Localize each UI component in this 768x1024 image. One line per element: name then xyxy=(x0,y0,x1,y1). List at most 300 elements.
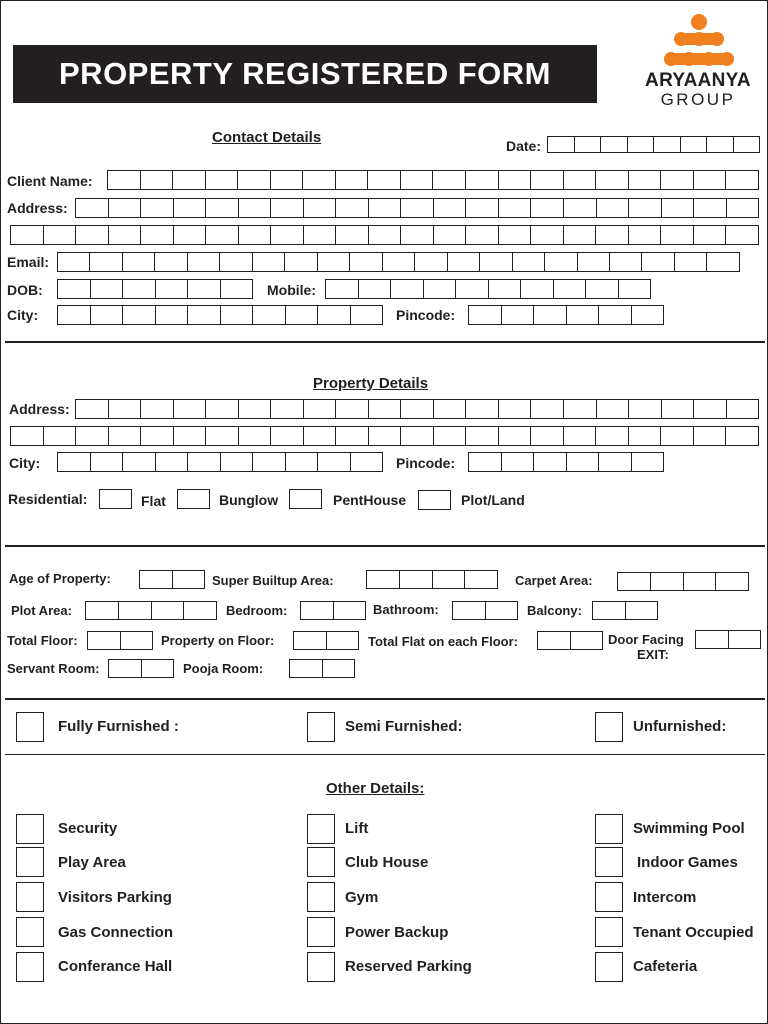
gas-connection-checkbox[interactable] xyxy=(16,917,44,947)
input-cell[interactable] xyxy=(531,171,564,189)
input-cell[interactable] xyxy=(564,226,597,244)
input-cell[interactable] xyxy=(642,253,674,271)
input-cell[interactable] xyxy=(716,573,748,590)
input-cell[interactable] xyxy=(499,199,532,217)
tenant-occupied-checkbox[interactable] xyxy=(595,917,623,947)
input-cell[interactable] xyxy=(456,280,489,298)
input-cell[interactable] xyxy=(253,306,286,324)
input-cell[interactable] xyxy=(401,226,434,244)
input-cell[interactable] xyxy=(90,253,122,271)
mobile-field[interactable] xyxy=(325,279,651,299)
input-cell[interactable] xyxy=(285,253,317,271)
input-cell[interactable] xyxy=(434,427,467,445)
input-cell[interactable] xyxy=(290,660,323,677)
club-house-checkbox[interactable] xyxy=(307,847,335,877)
input-cell[interactable] xyxy=(123,453,156,471)
input-cell[interactable] xyxy=(554,280,587,298)
input-cell[interactable] xyxy=(610,253,642,271)
property-address-line1[interactable] xyxy=(75,399,759,419)
bathroom-field[interactable] xyxy=(452,601,518,620)
input-cell[interactable] xyxy=(152,602,185,619)
input-cell[interactable] xyxy=(336,171,369,189)
property-on-floor-field[interactable] xyxy=(293,631,359,650)
input-cell[interactable] xyxy=(564,171,597,189)
input-cell[interactable] xyxy=(336,199,369,217)
balcony-label: Balcony: xyxy=(527,603,582,618)
input-cell[interactable] xyxy=(351,453,383,471)
address-label: Address: xyxy=(7,200,68,216)
gym-label: Gym xyxy=(345,889,379,906)
input-cell[interactable] xyxy=(453,602,486,619)
input-cell[interactable] xyxy=(76,226,109,244)
input-cell[interactable] xyxy=(383,253,415,271)
bedroom-label: Bedroom: xyxy=(226,603,288,618)
power-backup-label: Power Backup xyxy=(345,924,449,941)
input-cell[interactable] xyxy=(304,427,337,445)
input-cell[interactable] xyxy=(618,573,651,590)
conferance-hall-checkbox[interactable] xyxy=(16,952,44,982)
input-cell[interactable] xyxy=(434,199,467,217)
input-cell[interactable] xyxy=(531,400,564,418)
input-cell[interactable] xyxy=(632,453,664,471)
dob-field[interactable] xyxy=(57,279,253,299)
input-cell[interactable] xyxy=(424,280,457,298)
unfurnished-checkbox[interactable] xyxy=(595,712,623,742)
flat-checkbox[interactable] xyxy=(177,489,210,509)
input-cell[interactable] xyxy=(173,171,206,189)
input-cell[interactable] xyxy=(694,171,727,189)
servant-room-field[interactable] xyxy=(108,659,174,678)
input-cell[interactable] xyxy=(318,306,351,324)
input-cell[interactable] xyxy=(11,427,44,445)
input-cell[interactable] xyxy=(415,253,447,271)
input-cell[interactable] xyxy=(401,199,434,217)
input-cell[interactable] xyxy=(369,400,402,418)
input-cell[interactable] xyxy=(727,400,759,418)
input-cell[interactable] xyxy=(632,306,664,324)
residential-checkbox[interactable] xyxy=(99,489,132,509)
input-cell[interactable] xyxy=(707,253,738,271)
input-cell[interactable] xyxy=(350,253,382,271)
input-cell[interactable] xyxy=(155,253,187,271)
intercom-checkbox[interactable] xyxy=(595,882,623,912)
input-cell[interactable] xyxy=(271,199,304,217)
input-cell[interactable] xyxy=(567,306,600,324)
input-cell[interactable] xyxy=(174,226,207,244)
input-cell[interactable] xyxy=(661,171,694,189)
aryaanya-logo-icon xyxy=(661,11,737,75)
input-cell[interactable] xyxy=(271,226,304,244)
input-cell[interactable] xyxy=(140,571,173,588)
input-cell[interactable] xyxy=(109,199,142,217)
flat-label: Flat xyxy=(141,493,166,509)
input-cell[interactable] xyxy=(336,400,369,418)
input-cell[interactable] xyxy=(662,199,695,217)
input-cell[interactable] xyxy=(629,400,662,418)
input-cell[interactable] xyxy=(538,632,571,649)
email-label: Email: xyxy=(7,254,50,270)
input-cell[interactable] xyxy=(531,427,564,445)
input-cell[interactable] xyxy=(109,660,142,677)
input-cell[interactable] xyxy=(206,226,239,244)
input-cell[interactable] xyxy=(707,137,734,152)
penthouse-checkbox[interactable] xyxy=(418,490,451,510)
penthouse-label: PentHouse xyxy=(333,492,407,508)
input-cell[interactable] xyxy=(502,306,535,324)
input-cell[interactable] xyxy=(76,400,109,418)
input-cell[interactable] xyxy=(188,253,220,271)
input-cell[interactable] xyxy=(601,137,628,152)
input-cell[interactable] xyxy=(44,427,77,445)
input-cell[interactable] xyxy=(91,280,124,298)
input-cell[interactable] xyxy=(662,400,695,418)
reserved-parking-label: Reserved Parking xyxy=(345,958,472,975)
input-cell[interactable] xyxy=(466,199,499,217)
input-cell[interactable] xyxy=(76,199,109,217)
input-cell[interactable] xyxy=(401,427,434,445)
input-cell[interactable] xyxy=(304,400,337,418)
input-cell[interactable] xyxy=(521,280,554,298)
input-cell[interactable] xyxy=(489,280,522,298)
input-cell[interactable] xyxy=(466,171,499,189)
input-cell[interactable] xyxy=(238,171,271,189)
input-cell[interactable] xyxy=(58,253,90,271)
input-cell[interactable] xyxy=(466,400,499,418)
section-divider xyxy=(5,754,765,755)
input-cell[interactable] xyxy=(448,253,480,271)
input-cell[interactable] xyxy=(109,427,142,445)
input-cell[interactable] xyxy=(593,602,626,619)
input-cell[interactable] xyxy=(271,171,304,189)
input-cell[interactable] xyxy=(596,171,629,189)
input-cell[interactable] xyxy=(336,427,369,445)
gym-checkbox[interactable] xyxy=(307,882,335,912)
input-cell[interactable] xyxy=(206,427,239,445)
input-cell[interactable] xyxy=(629,171,662,189)
input-cell[interactable] xyxy=(696,631,729,648)
input-cell[interactable] xyxy=(596,226,629,244)
input-cell[interactable] xyxy=(188,280,221,298)
input-cell[interactable] xyxy=(188,453,221,471)
input-cell[interactable] xyxy=(76,427,109,445)
play-area-checkbox[interactable] xyxy=(16,847,44,877)
input-cell[interactable] xyxy=(304,226,337,244)
input-cell[interactable] xyxy=(400,571,433,588)
input-cell[interactable] xyxy=(726,427,758,445)
indoor-games-checkbox[interactable] xyxy=(595,847,623,877)
input-cell[interactable] xyxy=(174,400,207,418)
input-cell[interactable] xyxy=(597,199,630,217)
property-details-heading: Property Details xyxy=(313,375,429,392)
input-cell[interactable] xyxy=(599,453,632,471)
input-cell[interactable] xyxy=(726,226,758,244)
client-name-field[interactable] xyxy=(107,170,759,190)
input-cell[interactable] xyxy=(326,280,359,298)
input-cell[interactable] xyxy=(239,427,272,445)
input-cell[interactable] xyxy=(286,453,319,471)
input-cell[interactable] xyxy=(499,400,532,418)
lift-checkbox[interactable] xyxy=(307,814,335,844)
input-cell[interactable] xyxy=(334,602,366,619)
input-cell[interactable] xyxy=(486,602,518,619)
input-cell[interactable] xyxy=(58,280,91,298)
input-cell[interactable] xyxy=(596,427,629,445)
visitors-parking-label: Visitors Parking xyxy=(58,889,172,906)
total-floor-field[interactable] xyxy=(87,631,153,650)
input-cell[interactable] xyxy=(619,280,651,298)
door-facing-field[interactable] xyxy=(695,630,761,649)
input-cell[interactable] xyxy=(239,226,272,244)
input-cell[interactable] xyxy=(564,400,597,418)
input-cell[interactable] xyxy=(499,171,532,189)
input-cell[interactable] xyxy=(253,253,285,271)
intercom-label: Intercom xyxy=(633,889,697,906)
input-cell[interactable] xyxy=(359,280,392,298)
input-cell[interactable] xyxy=(184,602,216,619)
input-cell[interactable] xyxy=(465,571,497,588)
power-backup-checkbox[interactable] xyxy=(307,917,335,947)
section-divider xyxy=(5,341,765,343)
input-cell[interactable] xyxy=(220,253,252,271)
input-cell[interactable] xyxy=(694,199,727,217)
input-cell[interactable] xyxy=(173,571,205,588)
gas-connection-label: Gas Connection xyxy=(58,924,174,941)
input-cell[interactable] xyxy=(156,306,189,324)
input-cell[interactable] xyxy=(401,171,434,189)
fully-furnished-checkbox[interactable] xyxy=(16,712,44,742)
input-cell[interactable] xyxy=(303,171,336,189)
input-cell[interactable] xyxy=(141,226,174,244)
input-cell[interactable] xyxy=(142,660,174,677)
unfurnished-label: Unfurnished: xyxy=(633,718,727,735)
input-cell[interactable] xyxy=(469,306,502,324)
input-cell[interactable] xyxy=(499,427,532,445)
input-cell[interactable] xyxy=(694,226,727,244)
input-cell[interactable] xyxy=(109,226,142,244)
input-cell[interactable] xyxy=(88,632,121,649)
input-cell[interactable] xyxy=(480,253,512,271)
input-cell[interactable] xyxy=(271,427,304,445)
input-cell[interactable] xyxy=(11,226,44,244)
total-floor-label: Total Floor: xyxy=(7,633,78,648)
input-cell[interactable] xyxy=(434,226,467,244)
input-cell[interactable] xyxy=(531,199,564,217)
email-field[interactable] xyxy=(57,252,740,272)
plot-area-field[interactable] xyxy=(85,601,217,620)
input-cell[interactable] xyxy=(156,280,189,298)
property-city-field[interactable] xyxy=(57,452,383,472)
input-cell[interactable] xyxy=(58,453,91,471)
visitors-parking-checkbox[interactable] xyxy=(16,882,44,912)
input-cell[interactable] xyxy=(369,199,402,217)
input-cell[interactable] xyxy=(531,226,564,244)
input-cell[interactable] xyxy=(221,280,253,298)
mobile-label: Mobile: xyxy=(267,282,316,298)
swimming-pool-label: Swimming Pool xyxy=(633,820,745,837)
pooja-room-field[interactable] xyxy=(289,659,355,678)
swimming-pool-checkbox[interactable] xyxy=(595,814,623,844)
input-cell[interactable] xyxy=(391,280,424,298)
input-cell[interactable] xyxy=(369,427,402,445)
client-name-label: Client Name: xyxy=(7,173,93,189)
input-cell[interactable] xyxy=(548,137,575,152)
cafeteria-checkbox[interactable] xyxy=(595,952,623,982)
input-cell[interactable] xyxy=(597,400,630,418)
input-cell[interactable] xyxy=(108,171,141,189)
input-cell[interactable] xyxy=(239,199,272,217)
input-cell[interactable] xyxy=(327,632,359,649)
age-of-property-label: Age of Property: xyxy=(9,571,111,586)
input-cell[interactable] xyxy=(109,400,142,418)
input-cell[interactable] xyxy=(318,453,351,471)
input-cell[interactable] xyxy=(534,453,567,471)
plotland-label: Plot/Land xyxy=(461,492,525,508)
input-cell[interactable] xyxy=(123,253,155,271)
semi-furnished-label: Semi Furnished: xyxy=(345,718,463,735)
conferance-hall-label: Conferance Hall xyxy=(58,958,173,975)
form-title: PROPERTY REGISTERED FORM xyxy=(13,45,597,103)
input-cell[interactable] xyxy=(253,453,286,471)
fully-furnished-label: Fully Furnished : xyxy=(58,718,179,735)
date-field[interactable] xyxy=(547,136,760,153)
input-cell[interactable] xyxy=(727,199,759,217)
input-cell[interactable] xyxy=(123,280,156,298)
balcony-field[interactable] xyxy=(592,601,658,620)
input-cell[interactable] xyxy=(567,453,600,471)
input-cell[interactable] xyxy=(629,226,662,244)
total-flat-each-floor-field[interactable] xyxy=(537,631,603,650)
input-cell[interactable] xyxy=(369,226,402,244)
super-builtup-area-field[interactable] xyxy=(366,570,498,589)
input-cell[interactable] xyxy=(599,306,632,324)
input-cell[interactable] xyxy=(301,602,334,619)
date-label: Date: xyxy=(506,138,542,154)
input-cell[interactable] xyxy=(661,427,694,445)
input-cell[interactable] xyxy=(367,571,400,588)
input-cell[interactable] xyxy=(502,453,535,471)
input-cell[interactable] xyxy=(304,199,337,217)
input-cell[interactable] xyxy=(188,306,221,324)
input-cell[interactable] xyxy=(123,306,156,324)
input-cell[interactable] xyxy=(433,171,466,189)
input-cell[interactable] xyxy=(545,253,577,271)
input-cell[interactable] xyxy=(174,427,207,445)
input-cell[interactable] xyxy=(694,427,727,445)
input-cell[interactable] xyxy=(434,400,467,418)
dob-label: DOB: xyxy=(7,282,43,298)
input-cell[interactable] xyxy=(534,306,567,324)
input-cell[interactable] xyxy=(469,453,502,471)
input-cell[interactable] xyxy=(499,226,532,244)
input-cell[interactable] xyxy=(433,571,466,588)
input-cell[interactable] xyxy=(675,253,707,271)
bunglow-label: Bunglow xyxy=(219,492,279,508)
input-cell[interactable] xyxy=(336,226,369,244)
input-cell[interactable] xyxy=(86,602,119,619)
input-cell[interactable] xyxy=(206,400,239,418)
input-cell[interactable] xyxy=(734,137,760,152)
input-cell[interactable] xyxy=(141,199,174,217)
input-cell[interactable] xyxy=(318,253,350,271)
carpet-area-field[interactable] xyxy=(617,572,749,591)
input-cell[interactable] xyxy=(323,660,355,677)
input-cell[interactable] xyxy=(729,631,761,648)
input-cell[interactable] xyxy=(654,137,681,152)
cafeteria-label: Cafeteria xyxy=(633,958,698,975)
input-cell[interactable] xyxy=(681,137,708,152)
input-cell[interactable] xyxy=(141,427,174,445)
pincode-field[interactable] xyxy=(468,305,664,325)
input-cell[interactable] xyxy=(513,253,545,271)
input-cell[interactable] xyxy=(58,306,91,324)
input-cell[interactable] xyxy=(401,400,434,418)
input-cell[interactable] xyxy=(91,453,124,471)
input-cell[interactable] xyxy=(91,306,124,324)
input-cell[interactable] xyxy=(286,306,319,324)
input-cell[interactable] xyxy=(294,632,327,649)
input-cell[interactable] xyxy=(564,199,597,217)
input-cell[interactable] xyxy=(564,427,597,445)
address-field-line2[interactable] xyxy=(10,225,759,245)
input-cell[interactable] xyxy=(466,427,499,445)
property-pincode-field[interactable] xyxy=(468,452,664,472)
input-cell[interactable] xyxy=(466,226,499,244)
age-of-property-field[interactable] xyxy=(139,570,205,589)
input-cell[interactable] xyxy=(351,306,383,324)
property-on-floor-label: Property on Floor: xyxy=(161,633,275,648)
reserved-parking-checkbox[interactable] xyxy=(307,952,335,982)
input-cell[interactable] xyxy=(575,137,602,152)
input-cell[interactable] xyxy=(661,226,694,244)
input-cell[interactable] xyxy=(119,602,152,619)
input-cell[interactable] xyxy=(174,199,207,217)
property-address-line2[interactable] xyxy=(10,426,759,446)
city-field[interactable] xyxy=(57,305,383,325)
input-cell[interactable] xyxy=(628,137,655,152)
input-cell[interactable] xyxy=(141,171,174,189)
input-cell[interactable] xyxy=(586,280,619,298)
input-cell[interactable] xyxy=(206,171,239,189)
security-checkbox[interactable] xyxy=(16,814,44,844)
input-cell[interactable] xyxy=(239,400,272,418)
input-cell[interactable] xyxy=(221,453,254,471)
plot-area-label: Plot Area: xyxy=(11,603,72,618)
semi-furnished-checkbox[interactable] xyxy=(307,712,335,742)
input-cell[interactable] xyxy=(206,199,239,217)
input-cell[interactable] xyxy=(141,400,174,418)
address-field-line1[interactable] xyxy=(75,198,759,218)
input-cell[interactable] xyxy=(726,171,758,189)
input-cell[interactable] xyxy=(121,632,153,649)
input-cell[interactable] xyxy=(571,632,603,649)
input-cell[interactable] xyxy=(271,400,304,418)
input-cell[interactable] xyxy=(368,171,401,189)
input-cell[interactable] xyxy=(221,306,254,324)
input-cell[interactable] xyxy=(694,400,727,418)
input-cell[interactable] xyxy=(629,199,662,217)
input-cell[interactable] xyxy=(44,226,77,244)
input-cell[interactable] xyxy=(156,453,189,471)
residential-label: Residential: xyxy=(8,491,88,507)
tenant-occupied-label: Tenant Occupied xyxy=(633,924,754,941)
bunglow-checkbox[interactable] xyxy=(289,489,322,509)
input-cell[interactable] xyxy=(684,573,717,590)
input-cell[interactable] xyxy=(629,427,662,445)
input-cell[interactable] xyxy=(626,602,658,619)
input-cell[interactable] xyxy=(651,573,684,590)
bedroom-field[interactable] xyxy=(300,601,366,620)
input-cell[interactable] xyxy=(578,253,610,271)
